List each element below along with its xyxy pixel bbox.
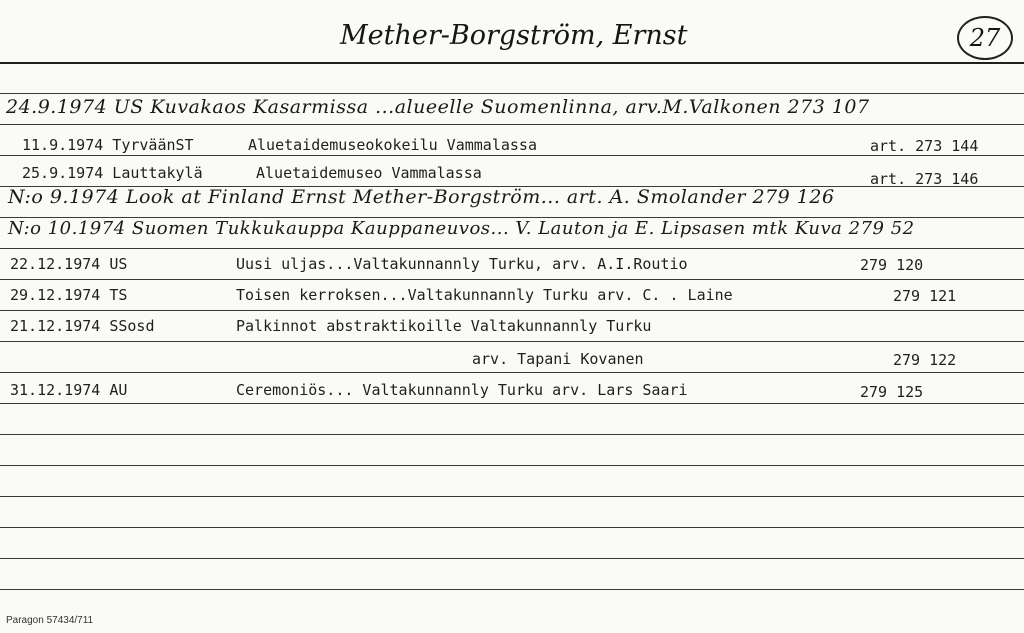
entry-reference: 279 121 xyxy=(893,287,957,305)
entry-date-source: 25.9.1974 Lauttakylä xyxy=(22,164,203,182)
card-number: 27 xyxy=(957,16,1013,60)
entry-reference: art. 273 144 xyxy=(870,137,979,155)
entry-date-source: 22.12.1974 US xyxy=(10,255,128,273)
entry-description: Palkinnot abstraktikoille Valtakunnannly Turku xyxy=(236,317,652,335)
entry-description: Ceremoniös... Valtakunnannly Turku arv. Lars Saari xyxy=(236,381,688,399)
entry-description: Uusi uljas...Valtakunnannly Turku, arv. A.I.Routio xyxy=(236,255,688,273)
ruled-line xyxy=(0,589,1024,590)
ruled-line xyxy=(0,341,1024,342)
ruled-line xyxy=(0,465,1024,466)
card-title-name: Mether-Borgström, Ernst xyxy=(340,20,688,51)
ruled-line xyxy=(0,248,1024,249)
card-print-code: Paragon 57434/711 xyxy=(6,615,94,626)
ruled-line xyxy=(0,403,1024,404)
ruled-line xyxy=(0,372,1024,373)
entry-description: Toisen kerroksen...Valtakunnannly Turku arv. C. . Laine xyxy=(236,286,733,304)
entry-description: Aluetaidemuseo Vammalassa xyxy=(256,164,482,182)
ruled-line xyxy=(0,93,1024,94)
ruled-line xyxy=(0,310,1024,311)
entry-reference: 279 122 xyxy=(893,351,957,369)
entry-date-source: 31.12.1974 AU xyxy=(10,381,128,399)
ruled-line xyxy=(0,527,1024,528)
entry-reference: 279 120 xyxy=(860,256,924,274)
entry-date-source: 21.12.1974 SSosd xyxy=(10,317,155,335)
ruled-line xyxy=(0,124,1024,125)
entry-description: Aluetaidemuseokokeilu Vammalassa xyxy=(248,136,537,154)
ruled-line xyxy=(0,155,1024,156)
entry-reference: art. 273 146 xyxy=(870,170,979,188)
entry-description: arv. Tapani Kovanen xyxy=(472,350,644,368)
ruled-line xyxy=(0,434,1024,435)
entry-handwritten: N:o 9.1974 Look at Finland Ernst Mether-Borgström... art. A. Smolander 279 126 xyxy=(8,186,835,208)
entry-handwritten: 24.9.1974 US Kuvakaos Kasarmissa ...alueelle Suomenlinna, arv.M.Valkonen 273 107 xyxy=(6,96,870,118)
ruled-line xyxy=(0,496,1024,497)
ruled-line xyxy=(0,279,1024,280)
entry-date-source: 29.12.1974 TS xyxy=(10,286,128,304)
header-rule xyxy=(0,62,1024,64)
entry-date-source: 11.9.1974 TyrväänST xyxy=(22,136,194,154)
ruled-line xyxy=(0,558,1024,559)
entry-handwritten: N:o 10.1974 Suomen Tukkukauppa Kauppaneuvos... V. Lauton ja E. Lipsasen mtk Kuva 279 52 xyxy=(8,218,915,239)
entry-reference: 279 125 xyxy=(860,383,924,401)
